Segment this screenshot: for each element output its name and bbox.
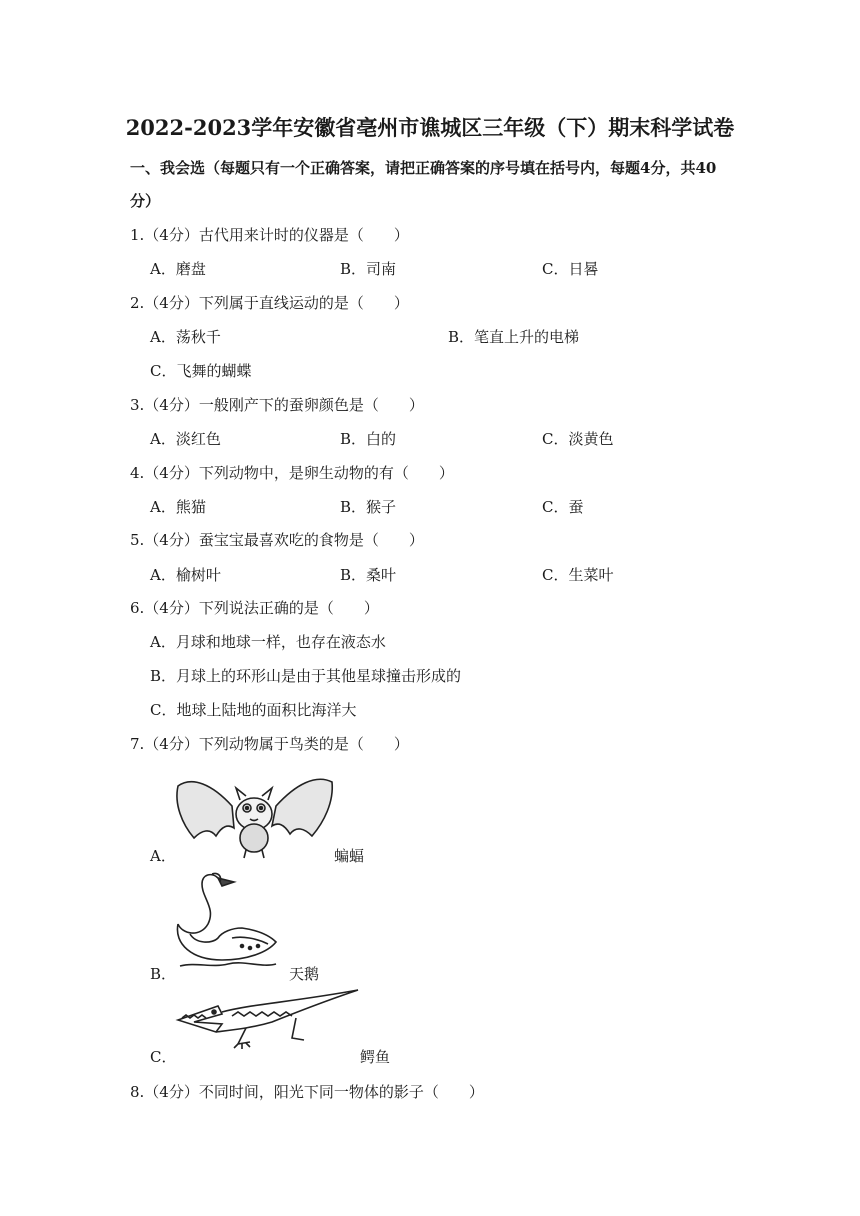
question-4-option-c: C．蚕 — [542, 498, 584, 516]
question-5-option-a: A．榆树叶 — [150, 566, 221, 584]
question-7-stem: 7.（4分）下列动物属于鸟类的是（ ） — [130, 735, 409, 753]
question-2-option-c: C．飞舞的蝴蝶 — [150, 362, 252, 380]
question-6-stem: 6.（4分）下列说法正确的是（ ） — [130, 599, 379, 617]
question-2-stem: 2.（4分）下列属于直线运动的是（ ） — [130, 294, 409, 312]
question-4-option-b: B．猴子 — [340, 498, 397, 516]
swan-illustration — [172, 868, 284, 972]
question-3-option-b: B．白的 — [340, 430, 397, 448]
question-5-stem: 5.（4分）蚕宝宝最喜欢吃的食物是（ ） — [130, 531, 424, 549]
question-2-option-b: B．笔直上升的电梯 — [448, 328, 580, 346]
crocodile-illustration — [172, 986, 360, 1058]
question-2-option-a: A．荡秋千 — [150, 328, 221, 346]
question-7-option-c-letter: C． — [150, 1048, 177, 1066]
question-6-option-c: C．地球上陆地的面积比海洋大 — [150, 701, 357, 719]
question-3-option-c: C．淡黄色 — [542, 430, 614, 448]
question-7-option-a-letter: A． — [150, 847, 176, 865]
section-heading-line1: 一、我会选（每题只有一个正确答案，请把正确答案的序号填在括号内，每题4分，共40 — [130, 159, 717, 177]
question-5-option-b: B．桑叶 — [340, 566, 397, 584]
section-heading-line2: 分） — [130, 192, 161, 210]
question-3-option-a: A．淡红色 — [150, 430, 221, 448]
question-1-option-a: A．磨盘 — [150, 260, 206, 278]
question-1-option-b: B．司南 — [340, 260, 397, 278]
question-7-option-c-caption: 鳄鱼 — [360, 1048, 391, 1066]
question-6-option-a: A．月球和地球一样，也存在液态水 — [150, 633, 386, 651]
question-5-option-c: C．生菜叶 — [542, 566, 614, 584]
question-7-option-a-caption: 蝙蝠 — [334, 847, 365, 865]
question-1-stem: 1.（4分）古代用来计时的仪器是（ ） — [130, 226, 409, 244]
question-6-option-b: B．月球上的环形山是由于其他星球撞击形成的 — [150, 667, 462, 685]
question-1-option-c: C．日晷 — [542, 260, 599, 278]
question-4-stem: 4.（4分）下列动物中，是卵生动物的有（ ） — [130, 464, 454, 482]
question-7-option-b-caption: 天鹅 — [289, 965, 320, 983]
question-8-stem: 8.（4分）不同时间，阳光下同一物体的影子（ ） — [130, 1083, 484, 1101]
question-3-stem: 3.（4分）一般刚产下的蚕卵颜色是（ ） — [130, 396, 424, 414]
question-7-option-b-letter: B． — [150, 965, 177, 983]
page-title: 2022-2023学年安徽省亳州市谯城区三年级（下）期末科学试卷 — [125, 115, 735, 140]
bat-illustration — [172, 764, 336, 860]
question-4-option-a: A．熊猫 — [150, 498, 206, 516]
